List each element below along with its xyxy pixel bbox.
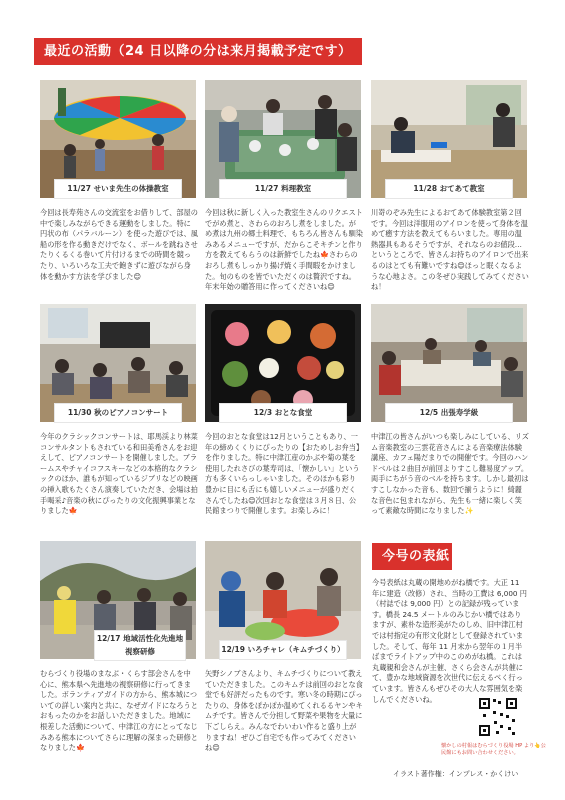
activity-description: 今回のおとな食堂は12月ということもあり、一年の締めくくりにぴったりの【おためしお弁当】を作りました。特に中津江産のかぶや菊の葉を使用したれさびの葉寿司は、「懐かしい」という方も多くいらっしゃいました。そのほかも彩り豊かに目にも舌にも嬉しいメニューが盛りだくさんでしたね😊次回おとな食堂は３月８日、公民館まつりで開催します。お楽しみに！	[205, 432, 360, 516]
activity-caption: 11/30 秋のピアノコンサート	[55, 404, 181, 422]
activity-caption: 12/5 出張寿学級	[386, 404, 512, 422]
activity-caption: 11/27 せいま先生の体操教室	[55, 180, 181, 198]
section-header-cover: 今号の表紙	[372, 543, 452, 570]
activity-description: 今年のクラシックコンサートは、耶馬渓より林菜コンサルタントもされている和田美希さんをお迎えして、ピアノコンサートを開催しました。ブラームスやチャイコフスキーなどの本格的なクラシックのほか、誰もが知っているジブリなどの映画の挿入歌もたくさん演奏していただき、会場は拍手喝采♪音楽の秋にぴったりの文化振興事業となりました🍁	[40, 432, 198, 516]
activity-caption: 11/27 料理教室	[220, 180, 346, 198]
activity-description: 今回は長寿苑さんの交流室をお借りして、部屋の中で楽しみながらできる運動をしました。特に円状の布（パラバルーン）を使った遊びでは、風船の形を作る動きだけでなく、ボールを跳ねさせたりくるくる巻いて片付けるまでの時間を競ったり、いろいろな工夫で飽きずに遊びながら身体を動かす方法を学びました😊	[40, 208, 198, 281]
activity-description: 川嵜のぞみ先生によるおてあて体験教室第２回です。今回は洋服用のアイロンを使って身体を温めて癒す方法を教えてもらいました。専用の温熱器具もあるそうですが、それならのお値段…というところで、皆さんお持ちのアイロンで出来るのはとても有難いですね😊ほっと眠くなるような心地よさ。この冬ぜひ実践してみてくださいね！	[371, 208, 529, 292]
activity-caption: 12/3 おとな食堂	[220, 404, 346, 422]
illustration-credit: イラスト著作権：インプレス・かくけい	[393, 770, 519, 778]
archive-note: 懐かしの村報はむらづくり役場 HP より👆公民館にもお問い合わせください。	[441, 743, 546, 756]
activity-caption: 12/17 地域活性化先進地視察研修	[95, 631, 185, 660]
activity-description: 中津江の皆さんがいつも楽しみにしている、リズム音楽教室の三雲花音さんによる音楽療法体験講座、カフェ陽だまりでの開催です。今回のハンドベルは２曲目が前回よりすこし難易度アップ。両手にちがう音のベルを持ちます。しかし最初はすこしなかった音も、数回で揃うように！綺麗な音色に包まれながら、先生も一緒に楽しく笑って素敵な時間になりました✨	[371, 432, 529, 516]
activity-caption: 12/19 いろチャレ（キムチづくり）	[220, 641, 346, 659]
qr-code	[478, 697, 518, 737]
activity-description: 今回は秋に新しく入った教室生さんのリクエストでがめ煮と、さわらのおろし煮をしました。がめ煮は九州の郷土料理で、もちろん皆さんも馴染みあるメニューですが、だからこそキチンと作り方を教えてもらうのは新鮮でしたね🍁さわらのおろし煮もしっかり揚げ焼く手間暇をかけました。旬のものを皆でいただくのは贅沢ですね。年末年始の贈答用に作ってくださいね😊	[205, 208, 363, 292]
activity-caption: 11/28 おてあて教室	[386, 180, 512, 198]
section-header-recent-activities: 最近の活動（24 日以降の分は来月掲載予定です）	[34, 38, 362, 65]
activity-description: むらづくり役場のまなぶ・くらす部会さんを中心に、熊本県へ先進地の視察研修に行ってきました。ボランティアガイドの方から、熊本城についての詳しい案内と共に、なぜガイドになろうとおもったのかをお話しいただきました。地域に根差した活動について、中津江の方にとってなじみある熊本についてさらに理解の深まった研修となりました🍁	[40, 669, 198, 753]
cover-description: 今号表紙は丸蔵の開地めがね橋です。大正 11 年に建造（改修）され、当時の工費は 6,000 円（村誌では 9,000 円）との記録が残っています。橋長 24.5 メートルのみじかい橋ではありますが、素朴な造形美がたのしめ、旧中津江村では村指定の有形文化財として登録されていました。そして、毎年 11 月末から翌年の１月半ばまでライトアップ中のこのめがね橋。これは丸蔵親和会さんが主催、さくら会さんが共催にて、豊かな地域資源を次世代に伝えるべく行っています。皆さんもぜひその大人な雰囲気を楽しんでくださいね。	[372, 578, 527, 704]
activity-description: 矢野シノブさんより、キムチづくりについて教えていただきました。このキムチは前回のおとな食堂でも好評だったものです。寒い冬の時期にぴったりの、身体をぽかぽか温めてくれるるヤンやキムチです。皆さんで分担して野菜や果物を大量に下ごしらえ。みんなでわいわい作ると盛り上がりますね！ぜひご自宅でも作ってみてくださいね😊	[205, 669, 363, 753]
